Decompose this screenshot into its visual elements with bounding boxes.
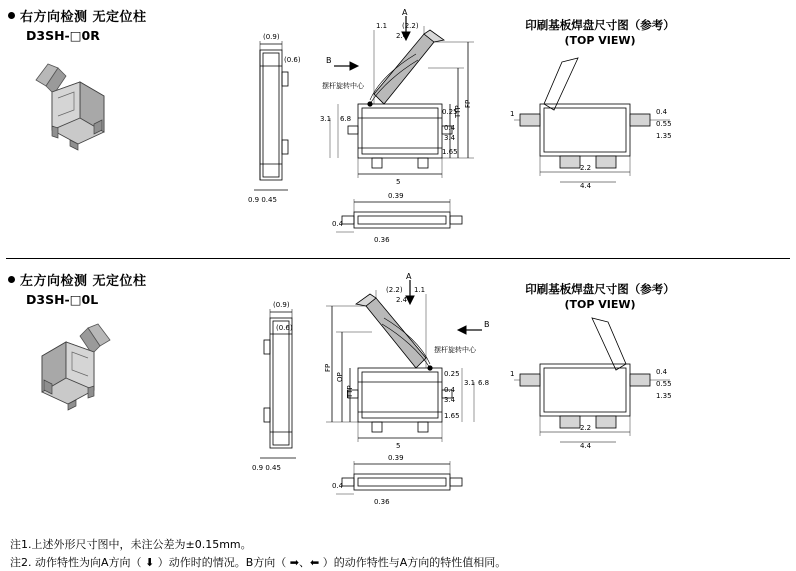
dim-bottom-04: 0.4 [332,220,344,228]
dim-front-right-1: 3.1 [464,379,476,387]
dim-front-bottom-2: 5 [396,442,401,450]
product-photo-right [18,52,128,162]
bullet-icon [8,12,15,19]
pcb-view-left [510,312,700,452]
section-heading-text-2: 左方向检测 无定位柱 [20,274,147,289]
dim-front-04-2: 0.4 [444,386,456,394]
bottom-view-left [330,452,480,512]
dim-front-left-2: 6.8 [340,115,352,123]
dim-pcb-04: 0.4 [656,108,668,116]
dim-pcb-44: 4.4 [580,182,592,190]
arrow-a-label-2: A [406,272,412,281]
dim-front-left-1: 3.1 [320,115,332,123]
label-fp-2: FP [324,363,332,372]
pivot-label-2: 摆杆旋转中心 [434,346,476,354]
dim-pcb-135-2: 1.35 [656,392,672,400]
dim-pcb-04-2: 0.4 [656,368,668,376]
section-divider [6,258,790,259]
dim-side-top: (0.9) [263,33,280,41]
dim-front-right-2: 6.8 [478,379,490,387]
section-heading-left [8,270,147,289]
dim-side-inner-2: (0.6) [276,324,293,332]
label-fp: FP [464,99,472,108]
dim-bottom-039-2: 0.39 [388,454,404,462]
label-op-2: OP [336,372,344,382]
dim-side-bottom: 0.9 0.45 [248,196,277,204]
dim-pcb-22: 2.2 [580,164,592,172]
dim-front-top-3: 2.4 [396,32,408,40]
pcb-title-left [505,282,695,312]
pcb-title-main: 印刷基板焊盘尺寸图（参考） [525,18,675,32]
bottom-view-right [330,190,480,250]
dim-bottom-039: 0.39 [388,192,404,200]
dim-side-bottom-2: 0.9 0.45 [252,464,281,472]
dim-pcb-22-2: 2.2 [580,424,592,432]
section-heading-text: 右方向检测 无定位柱 [20,10,147,25]
dim-side-top-2: (0.9) [273,301,290,309]
dim-pcb-1: 1 [510,110,515,118]
dim-front-165: 1.65 [442,148,458,156]
dim-pcb-44-2: 4.4 [580,442,592,450]
dim-front-025: 0.25 [442,108,458,116]
dim-front-bottom: 5 [396,178,401,186]
dim-front-165-2: 1.65 [444,412,460,420]
product-photo-left [18,312,128,422]
dim-pcb-055-2: 0.55 [656,380,672,388]
label-ttp: TTP [454,105,462,118]
dim-front-top-2-2: 1.1 [414,286,426,294]
dim-pcb-135: 1.35 [656,132,672,140]
dim-front-top-1: 1.1 [376,22,388,30]
pcb-title-sub-2: (TOP VIEW) [564,297,636,311]
model-number-right: D3SH-□0R [26,28,100,43]
dim-bottom-04-2: 0.4 [332,482,344,490]
dim-front-top-2: (2.2) [402,22,419,30]
dim-front-top-3-2: 2.4 [396,296,408,304]
label-ttp-2: TTP [346,385,354,398]
arrow-a-label: A [402,8,408,17]
dim-front-34: 3.4 [444,134,456,142]
pivot-label: 摆杆旋转中心 [322,82,364,90]
side-view-left [250,288,310,478]
dim-front-04: 0.4 [444,124,456,132]
arrow-b-label-2: B [484,320,490,329]
dim-bottom-036: 0.36 [374,236,390,244]
model-number-left: D3SH-□0L [26,292,99,307]
arrow-b-label: B [326,56,332,65]
dim-front-top-1-2: (2.2) [386,286,403,294]
dim-bottom-036-2: 0.36 [374,498,390,506]
dim-pcb-055: 0.55 [656,120,672,128]
bullet-icon-2 [8,276,15,283]
note-2: 注2. 动作特性为向A方向（ ⬇ ）动作时的情况。B方向（ ➡、⬅ ）的动作特性与A方向的特性值相同。 [10,556,507,569]
pcb-title-sub: (TOP VIEW) [564,33,636,47]
pcb-title-main-2: 印刷基板焊盘尺寸图（参考） [525,282,675,296]
pcb-title-right [505,18,695,48]
side-view-right [244,20,304,210]
dim-pcb-1-2: 1 [510,370,515,378]
pcb-view-right [510,52,700,192]
note-1: 注1.上述外形尺寸图中，未注公差为±0.15mm。 [10,538,252,551]
dim-front-025-2: 0.25 [444,370,460,378]
section-heading-right [8,6,147,25]
dim-side-inner: (0.6) [284,56,301,64]
dim-front-34-2: 3.4 [444,396,456,404]
